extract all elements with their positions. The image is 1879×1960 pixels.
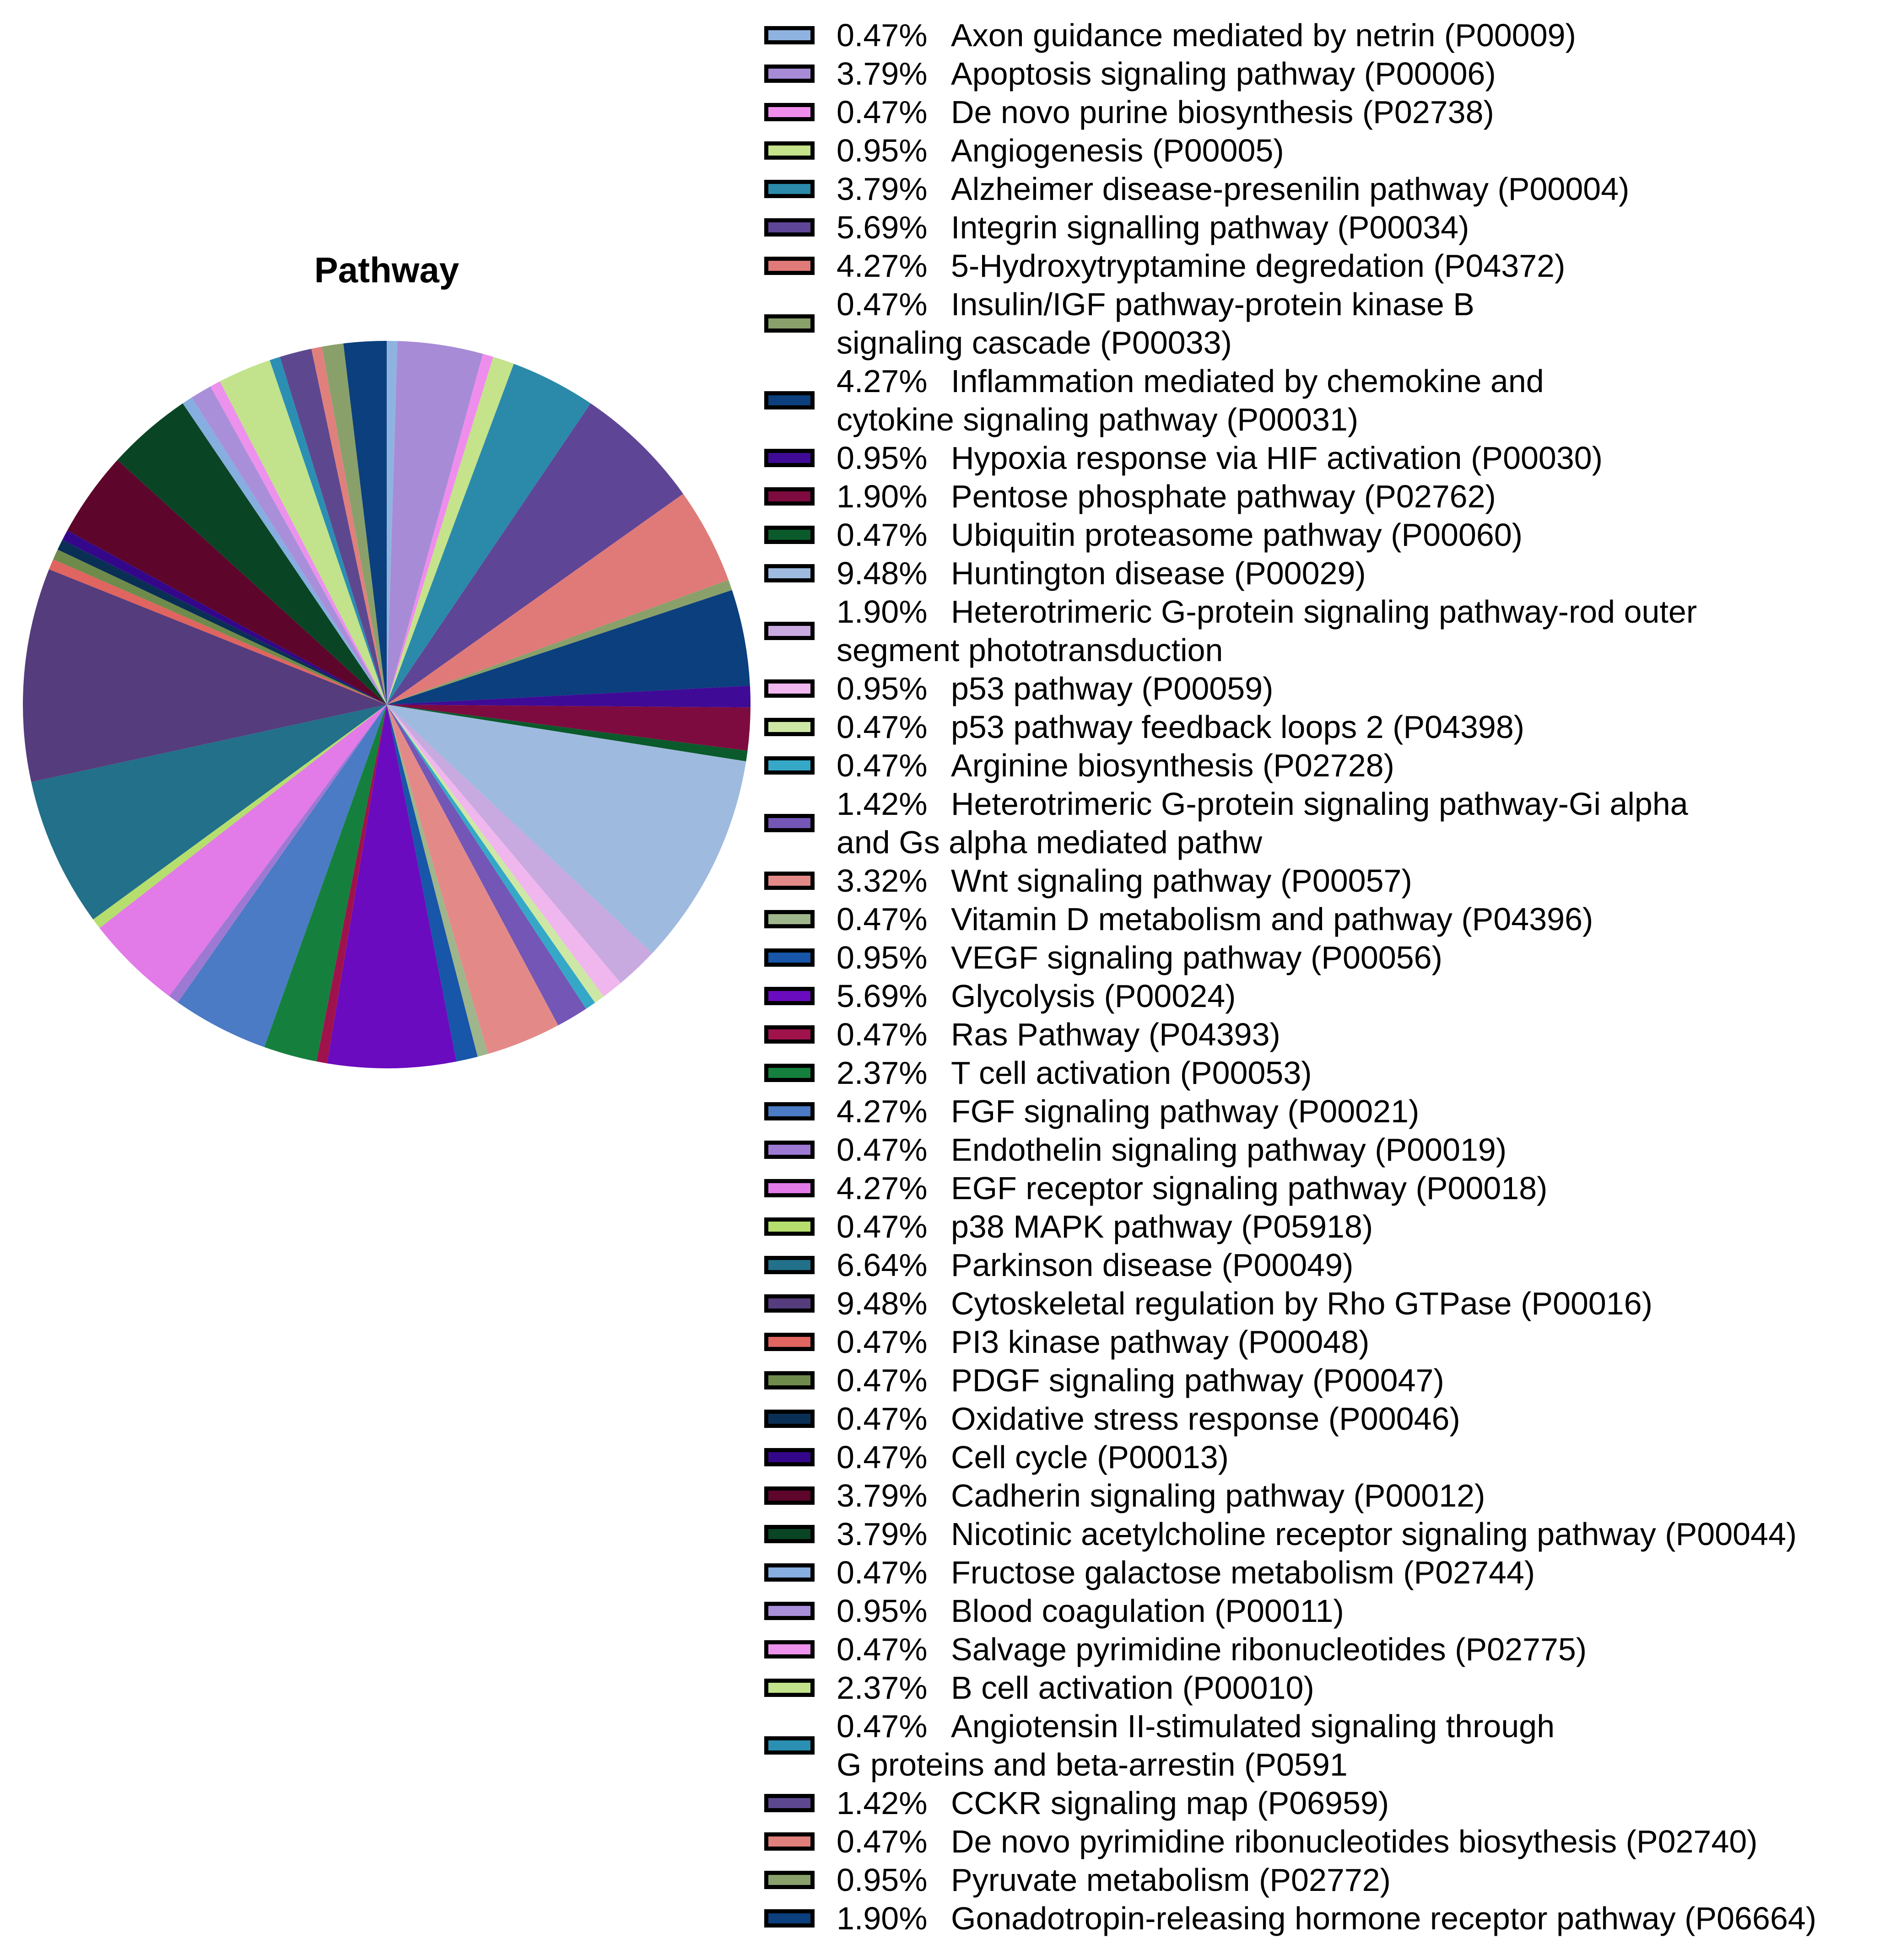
legend-swatch <box>764 756 815 775</box>
legend-label: Pyruvate metabolism (P02772) <box>951 1862 1391 1898</box>
legend-swatch <box>764 1448 815 1466</box>
legend-text <box>837 170 1629 208</box>
legend-label: Arginine biosynthesis (P02728) <box>951 748 1394 783</box>
legend-percent: 0.95% <box>837 440 928 476</box>
legend-swatch <box>764 1563 815 1582</box>
legend-swatch <box>764 218 815 237</box>
legend-swatch <box>764 1794 815 1812</box>
legend-swatch <box>764 1486 815 1505</box>
legend-label: p53 pathway feedback loops 2 (P04398) <box>951 709 1525 745</box>
legend-item <box>764 54 1876 93</box>
legend-percent: 0.95% <box>837 1862 928 1898</box>
legend-percent: 0.47% <box>837 1439 928 1475</box>
legend-percent: 3.79% <box>837 1478 928 1513</box>
legend-text <box>837 1707 1555 1784</box>
legend-item <box>764 1246 1876 1284</box>
legend-text <box>837 1131 1506 1169</box>
legend-text <box>837 1207 1373 1246</box>
legend-swatch <box>764 1025 815 1044</box>
legend-swatch <box>764 814 815 832</box>
legend-label: Huntington disease (P00029) <box>951 555 1366 591</box>
legend-percent: 3.32% <box>837 863 928 899</box>
legend-label: B cell activation (P00010) <box>951 1670 1314 1706</box>
legend-item <box>764 1592 1876 1630</box>
legend-percent: 9.48% <box>837 1286 928 1321</box>
legend-item <box>764 1784 1876 1822</box>
legend-percent: 1.90% <box>837 479 928 514</box>
legend-text <box>837 1553 1535 1592</box>
legend-percent: 0.47% <box>837 1324 928 1360</box>
legend-percent: 5.69% <box>837 210 928 245</box>
legend-item <box>764 862 1876 900</box>
legend-swatch <box>764 1679 815 1697</box>
chart-title: Pathway <box>314 250 459 290</box>
legend-swatch <box>764 1871 815 1889</box>
legend-percent: 4.27% <box>837 363 928 399</box>
legend-label: T cell activation (P00053) <box>951 1055 1312 1091</box>
legend-label: Hypoxia response via HIF activation (P00030) <box>951 440 1603 476</box>
legend-item <box>764 669 1876 708</box>
legend-item <box>764 1092 1876 1131</box>
legend-item <box>764 16 1876 54</box>
legend-percent: 0.47% <box>837 1401 928 1437</box>
legend-item <box>764 785 1876 862</box>
legend-percent: 0.47% <box>837 286 928 322</box>
legend-item <box>764 592 1876 669</box>
legend-label: Fructose galactose metabolism (P02744) <box>951 1555 1535 1590</box>
legend-text <box>837 1784 1389 1822</box>
legend-percent: 9.48% <box>837 555 928 591</box>
legend-percent: 0.47% <box>837 1555 928 1590</box>
legend-item <box>764 362 1876 439</box>
legend-percent: 3.79% <box>837 171 928 207</box>
legend-item <box>764 1822 1876 1861</box>
legend-swatch <box>764 622 815 640</box>
legend-text <box>837 1630 1587 1669</box>
legend-swatch <box>764 449 815 467</box>
legend-item <box>764 1476 1876 1515</box>
legend-swatch <box>764 141 815 160</box>
legend-item <box>764 1553 1876 1592</box>
legend-percent: 0.95% <box>837 671 928 706</box>
legend-swatch <box>764 1832 815 1851</box>
legend-percent: 1.90% <box>837 594 928 630</box>
legend-percent: 6.64% <box>837 1247 928 1283</box>
legend-percent: 3.79% <box>837 56 928 92</box>
legend-text <box>837 1246 1353 1284</box>
legend-text <box>837 785 1688 862</box>
legend-percent: 0.47% <box>837 1632 928 1667</box>
legend-text <box>837 900 1593 938</box>
legend-item <box>764 900 1876 938</box>
legend-item <box>764 1861 1876 1899</box>
legend-item <box>764 1669 1876 1707</box>
legend-percent: 0.47% <box>837 17 928 53</box>
legend-label: VEGF signaling pathway (P00056) <box>951 940 1442 975</box>
legend-label: FGF signaling pathway (P00021) <box>951 1093 1420 1129</box>
legend-swatch <box>764 910 815 928</box>
legend-label: Cadherin signaling pathway (P00012) <box>951 1478 1485 1513</box>
legend-label: Angiogenesis (P00005) <box>951 133 1284 168</box>
legend-item <box>764 1207 1876 1246</box>
legend-text <box>837 93 1494 131</box>
legend-text <box>837 592 1697 669</box>
legend-text <box>837 16 1576 54</box>
legend-percent: 3.79% <box>837 1516 928 1552</box>
legend-label: De novo pyrimidine ribonucleotides biosythesis (P02740) <box>951 1824 1758 1859</box>
legend-item <box>764 1400 1876 1438</box>
legend-text <box>837 1822 1758 1861</box>
legend-item <box>764 1015 1876 1054</box>
legend-item <box>764 977 1876 1015</box>
legend-label: Angiotensin II-stimulated signaling through G proteins and beta-arrestin (P0591 <box>837 1708 1555 1782</box>
legend-swatch <box>764 1909 815 1928</box>
legend-swatch <box>764 391 815 409</box>
legend-label: Oxidative stress response (P00046) <box>951 1401 1460 1437</box>
legend-percent: 0.47% <box>837 901 928 937</box>
legend-swatch <box>764 564 815 582</box>
legend-percent: 0.47% <box>837 94 928 130</box>
legend-text <box>837 208 1469 247</box>
legend-label: De novo purine biosynthesis (P02738) <box>951 94 1494 130</box>
legend-percent: 4.27% <box>837 1170 928 1206</box>
legend-item <box>764 1054 1876 1092</box>
legend-label: 5-Hydroxytryptamine degredation (P04372) <box>951 248 1566 284</box>
legend-percent: 2.37% <box>837 1055 928 1091</box>
legend-label: EGF receptor signaling pathway (P00018) <box>951 1170 1548 1206</box>
legend-label: Apoptosis signaling pathway (P00006) <box>951 56 1496 92</box>
legend-item <box>764 1438 1876 1476</box>
legend-percent: 0.47% <box>837 1209 928 1244</box>
legend-label: Insulin/IGF pathway-protein kinase B signaling cascade (P00033) <box>837 286 1474 361</box>
legend-swatch <box>764 1256 815 1274</box>
legend-label: Cytoskeletal regulation by Rho GTPase (P00016) <box>951 1286 1653 1321</box>
legend-text <box>837 439 1603 477</box>
legend-item <box>764 1323 1876 1361</box>
legend-text <box>837 1400 1460 1438</box>
legend-text <box>837 1476 1485 1515</box>
legend-label: Integrin signalling pathway (P00034) <box>951 210 1469 245</box>
legend-text <box>837 1361 1444 1400</box>
legend-percent: 0.47% <box>837 1132 928 1168</box>
legend-label: PDGF signaling pathway (P00047) <box>951 1362 1444 1398</box>
legend-label: Wnt signaling pathway (P00057) <box>951 863 1412 899</box>
legend-text <box>837 1323 1369 1361</box>
legend-text <box>837 54 1496 93</box>
legend-text <box>837 1438 1229 1476</box>
legend-item <box>764 1169 1876 1207</box>
legend-percent: 4.27% <box>837 1093 928 1129</box>
legend-percent: 0.47% <box>837 709 928 745</box>
legend-label: Axon guidance mediated by netrin (P00009) <box>951 17 1576 53</box>
legend-label: Salvage pyrimidine ribonucleotides (P02775) <box>951 1632 1587 1667</box>
legend-swatch <box>764 1333 815 1351</box>
legend-item <box>764 1361 1876 1400</box>
legend-label: Nicotinic acetylcholine receptor signaling pathway (P00044) <box>951 1516 1797 1552</box>
legend-text <box>837 938 1442 977</box>
legend-percent: 1.90% <box>837 1901 928 1936</box>
legend-swatch <box>764 314 815 333</box>
legend-label: Alzheimer disease-presenilin pathway (P00004) <box>951 171 1630 207</box>
legend-text <box>837 285 1474 362</box>
legend-percent: 0.47% <box>837 1708 928 1744</box>
legend-text <box>837 1169 1547 1207</box>
legend-item <box>764 554 1876 592</box>
legend-swatch <box>764 1525 815 1543</box>
legend-swatch <box>764 679 815 698</box>
legend-text <box>837 1515 1797 1553</box>
legend-swatch <box>764 1141 815 1159</box>
legend-percent: 5.69% <box>837 978 928 1014</box>
legend-label: Glycolysis (P00024) <box>951 978 1236 1014</box>
legend-item <box>764 708 1876 746</box>
legend-swatch <box>764 1294 815 1313</box>
legend-swatch <box>764 65 815 83</box>
legend-text <box>837 977 1236 1015</box>
legend-swatch <box>764 103 815 121</box>
legend-text <box>837 1669 1314 1707</box>
legend-swatch <box>764 987 815 1005</box>
legend-item <box>764 285 1876 362</box>
legend-label: Heterotrimeric G-protein signaling pathway-rod outer segment phototransduction <box>837 594 1697 668</box>
legend-swatch <box>764 1217 815 1236</box>
legend-item <box>764 1131 1876 1169</box>
legend-percent: 0.47% <box>837 748 928 783</box>
legend-percent: 0.95% <box>837 133 928 168</box>
legend-label: Ubiquitin proteasome pathway (P00060) <box>951 517 1523 553</box>
legend-item <box>764 1899 1876 1938</box>
legend-swatch <box>764 718 815 736</box>
legend-swatch <box>764 1410 815 1428</box>
legend-swatch <box>764 1640 815 1658</box>
legend-swatch <box>764 180 815 198</box>
legend-text <box>837 362 1544 439</box>
legend-text <box>837 746 1394 785</box>
legend <box>764 16 1876 1938</box>
legend-item <box>764 938 1876 977</box>
legend-item <box>764 746 1876 785</box>
legend-text <box>837 131 1284 170</box>
legend-item <box>764 208 1876 247</box>
legend-swatch <box>764 1179 815 1197</box>
legend-swatch <box>764 948 815 967</box>
legend-text <box>837 1899 1816 1938</box>
legend-percent: 0.47% <box>837 1017 928 1052</box>
legend-item <box>764 93 1876 131</box>
legend-item <box>764 439 1876 477</box>
legend-label: Heterotrimeric G-protein signaling pathway-Gi alpha and Gs alpha mediated pathw <box>837 786 1688 860</box>
legend-swatch <box>764 1736 815 1755</box>
legend-text <box>837 862 1412 900</box>
legend-text <box>837 669 1273 708</box>
legend-swatch <box>764 1371 815 1389</box>
legend-text <box>837 708 1524 746</box>
legend-item <box>764 131 1876 170</box>
legend-text <box>837 1592 1344 1630</box>
pie-chart <box>0 0 778 1098</box>
legend-swatch <box>764 257 815 275</box>
legend-percent: 0.95% <box>837 940 928 975</box>
legend-text <box>837 1054 1312 1092</box>
legend-text <box>837 516 1523 554</box>
legend-percent: 2.37% <box>837 1670 928 1706</box>
legend-item <box>764 1630 1876 1669</box>
legend-swatch <box>764 26 815 44</box>
legend-text <box>837 1284 1652 1323</box>
legend-item <box>764 170 1876 208</box>
legend-percent: 0.47% <box>837 1824 928 1859</box>
legend-swatch <box>764 1102 815 1120</box>
legend-swatch <box>764 487 815 506</box>
legend-label: p53 pathway (P00059) <box>951 671 1274 706</box>
legend-text <box>837 247 1565 285</box>
legend-text <box>837 1015 1280 1054</box>
legend-percent: 1.42% <box>837 1785 928 1821</box>
legend-label: PI3 kinase pathway (P00048) <box>951 1324 1370 1360</box>
legend-label: Cell cycle (P00013) <box>951 1439 1229 1475</box>
legend-label: Vitamin D metabolism and pathway (P04396) <box>951 901 1593 937</box>
legend-percent: 4.27% <box>837 248 928 284</box>
legend-item <box>764 1707 1876 1784</box>
legend-percent: 0.95% <box>837 1593 928 1629</box>
legend-swatch <box>764 526 815 544</box>
legend-item <box>764 477 1876 516</box>
legend-label: Endothelin signaling pathway (P00019) <box>951 1132 1507 1168</box>
legend-text <box>837 477 1496 516</box>
legend-percent: 1.42% <box>837 786 928 822</box>
legend-item <box>764 516 1876 554</box>
legend-text <box>837 1092 1419 1131</box>
legend-swatch <box>764 1064 815 1082</box>
legend-text <box>837 1861 1391 1899</box>
legend-item <box>764 1515 1876 1553</box>
legend-label: CCKR signaling map (P06959) <box>951 1785 1389 1821</box>
legend-item <box>764 247 1876 285</box>
legend-swatch <box>764 1602 815 1620</box>
legend-swatch <box>764 872 815 890</box>
legend-label: p38 MAPK pathway (P05918) <box>951 1209 1373 1244</box>
legend-item <box>764 1284 1876 1323</box>
legend-label: Blood coagulation (P00011) <box>951 1593 1344 1629</box>
legend-label: Parkinson disease (P00049) <box>951 1247 1354 1283</box>
legend-label: Pentose phosphate pathway (P02762) <box>951 479 1496 514</box>
legend-label: Gonadotropin-releasing hormone receptor pathway (P06664) <box>951 1901 1817 1936</box>
legend-text <box>837 554 1366 592</box>
legend-percent: 0.47% <box>837 517 928 553</box>
legend-label: Ras Pathway (P04393) <box>951 1017 1280 1052</box>
legend-percent: 0.47% <box>837 1362 928 1398</box>
legend-label: Inflammation mediated by chemokine and cytokine signaling pathway (P00031) <box>837 363 1544 437</box>
